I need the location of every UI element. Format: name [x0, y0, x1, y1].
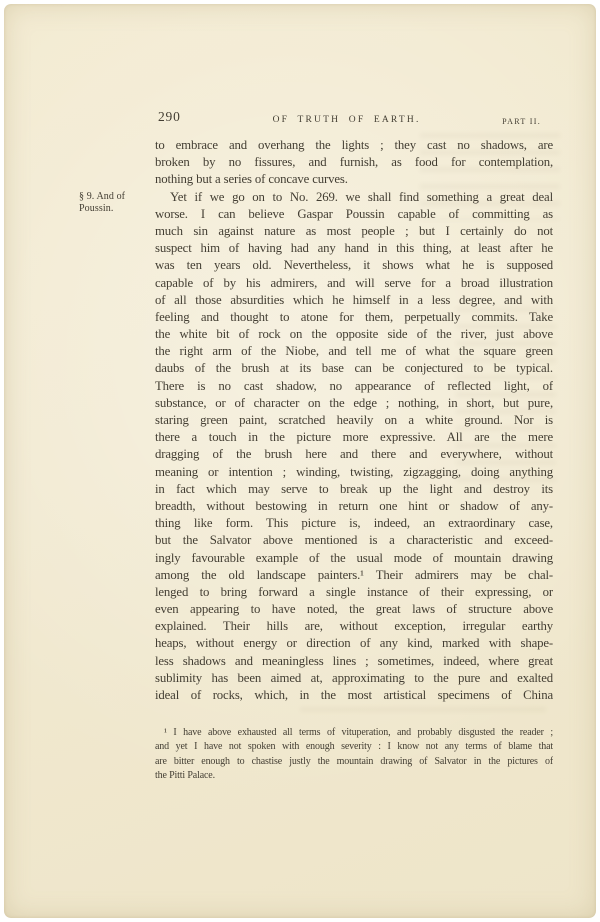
text-line: meaning or intention ; winding, twisting, zigzagging, doing anything [155, 464, 553, 479]
text-line: was ten years old. Nevertheless, it shows what he is supposed [155, 258, 553, 273]
text-line: substance, or of character on the edge ; nothing, in short, but pure, [155, 395, 553, 410]
text-line: of all those absurdities which he himself in a less degree, and with [155, 292, 553, 307]
text-line: daubs of the brush at its base can be conjectured to be typical. [155, 361, 553, 376]
text-line: Yet if we go on to No. 269. we shall find something a great deal [170, 189, 553, 204]
text-line: the right arm of the Niobe, and tell me of what the square green [155, 344, 553, 359]
paragraph-section-9 [155, 189, 553, 705]
text-line: less shadows and meaningless lines ; sometimes, indeed, where great [155, 653, 553, 668]
text-line: thing like form. This picture is, indeed, an extraordinary case, [155, 516, 553, 531]
text-line: ideal of rocks, which, in the most artistical specimens of China [155, 688, 553, 702]
text-line: There is no cast shadow, no appearance of reflected light, of [155, 378, 553, 393]
footnote [155, 726, 553, 783]
text-line: the white bit of rock on the opposite side of the river, just above [155, 327, 553, 342]
text-line: to embrace and overhang the lights ; they cast no shadows, are [155, 138, 553, 152]
page-number: 290 [158, 109, 181, 124]
text-line: Poussin. [79, 203, 114, 214]
text-line: the Pitti Palace. [155, 769, 215, 781]
text-line: § 9. And of [79, 191, 126, 202]
text-line: suspect him of having had any hand in this thing, at least after he [155, 241, 553, 256]
text-line: much sin against nature as most people ; but I certainly do not [155, 223, 553, 238]
text-line: worse. I can believe Gaspar Poussin capable of committing as [155, 206, 553, 221]
text-line: staring green paint, scratched heavily on a white ground. Nor is [155, 413, 553, 427]
chapter-title: OF TRUTH OF EARTH. [272, 115, 421, 125]
text-line: capable of by his admirers, and will serve for a broad illustration [155, 275, 553, 290]
body-text [155, 137, 553, 704]
text-line: explained. Their hills are, without exception, irregular earthy [155, 619, 553, 634]
text-line: ¹ I have above exhausted all terms of vituperation, and probably disgusted the reader ; [164, 727, 553, 738]
text-line: even appearing to have noted, the great laws of structure above [155, 602, 553, 617]
paragraph-continuation [155, 137, 553, 189]
paper-page [4, 4, 596, 918]
text-line: broken by no fissures, and furnish, as food for contemplation, [155, 155, 553, 170]
text-line: but the Salvator above mentioned is a characteristic and exceed- [155, 533, 553, 548]
text-line: ingly favourable example of the usual mode of mountain drawing [155, 550, 553, 565]
text-line: heaps, without energy or direction of any kind, marked with shape- [155, 636, 553, 651]
text-line: in fact which may serve to break up the light and destroy its [155, 481, 553, 496]
text-line: feeling and thought to atone for them, perpetually commits. Take [155, 309, 553, 324]
text-line: are bitter enough to chastise justly the mountain drawing of Salvator in the pictures of [155, 755, 553, 767]
text-line: lenged to bring forward a single instance of their expressing, or [155, 584, 553, 599]
text-line: dragging of the brush here and there and everywhere, without [155, 447, 553, 462]
text-line: nothing but a series of concave curves. [155, 172, 348, 187]
running-head [152, 108, 550, 128]
text-line: among the old landscape painters.¹ Their admirers may be chal- [155, 567, 553, 582]
text-line: sublimity has been aimed at, approximating to the pure and exalted [155, 670, 553, 685]
text-line: there a touch in the picture more expressive. All are the mere [155, 430, 553, 445]
text-line: breadth, without bestowing in return one hint or shadow of any- [155, 498, 553, 513]
margin-section-note [79, 191, 153, 215]
text-line: and yet I have not spoken with enough severity : I know not any terms of blame that [155, 741, 553, 753]
part-label: PART II. [502, 116, 541, 126]
